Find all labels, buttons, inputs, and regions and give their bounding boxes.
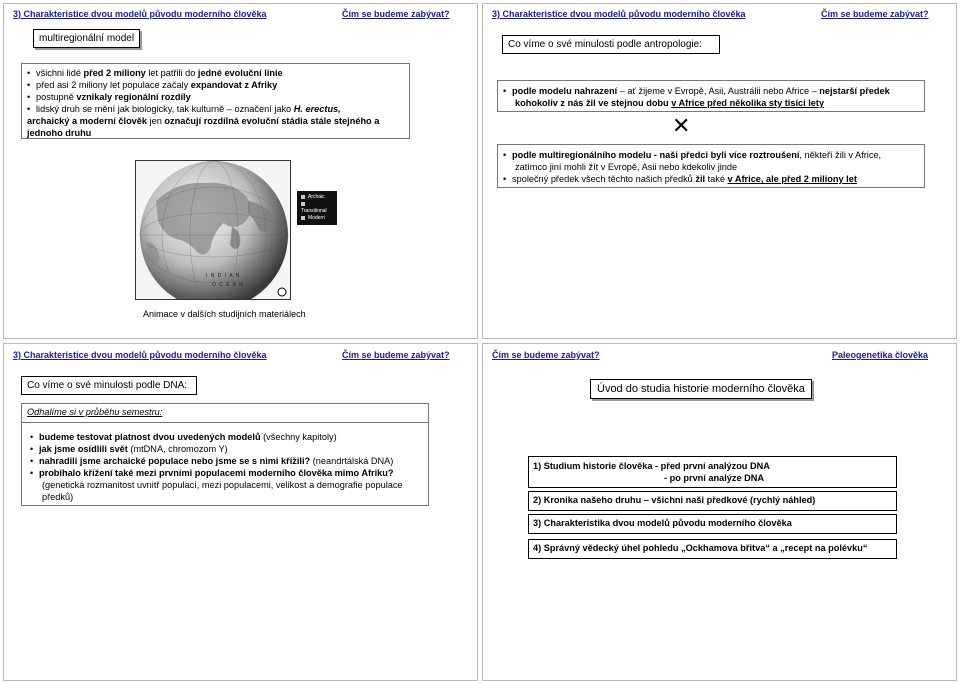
slide3-bullet-4	[30, 467, 422, 479]
slide3-bullet-3	[30, 455, 422, 467]
legend-label: Transitional	[301, 208, 327, 214]
text-bold: označují rozdílná evoluční stádia stále stejného a jednoho druhu	[27, 116, 380, 138]
text-bold: probíhalo křížení také mezi prvními populacemi moderního člověka mimo Afriku?	[39, 468, 394, 478]
text: let patřili do	[145, 68, 198, 78]
slide1-header-left-link[interactable]: 3) Charakteristice dvou modelů původu moderního člověka	[13, 9, 267, 19]
slide2-bullet-2-cont	[503, 161, 919, 173]
text: (neandrtálská DNA)	[310, 456, 394, 466]
legend-label: Modern	[308, 215, 325, 221]
text: před asi 2 miliony let populace začaly	[36, 80, 191, 90]
text-bold: expandovat z Afriky	[190, 80, 278, 90]
slide2-bullet-3	[503, 173, 919, 185]
slide1-caption: Animace v dalších studijních materiálech	[143, 309, 306, 319]
cross-icon: ✕	[672, 113, 691, 138]
legend-swatch	[301, 216, 305, 220]
slide3-subtitle-box	[21, 403, 429, 422]
text-bold: kohokoliv z nás žil ve stejnou dobu	[515, 98, 672, 108]
text: všichni lidé	[36, 68, 84, 78]
text: , někteří žili v Africe,	[799, 150, 882, 160]
slide4-item-1-line-2: - po první analýze DNA	[664, 473, 765, 483]
slide2-bullet-2	[503, 149, 919, 161]
slide3-header-right-link[interactable]: Čím se budeme zabývat?	[342, 350, 450, 360]
slide4-item-1-line-1: 1) Studium historie člověka - před první analýzou DNA	[533, 461, 770, 471]
slide2-header-right-link[interactable]: Čím se budeme zabývat?	[821, 9, 929, 19]
slide4-item-2-text: 2) Kronika našeho druhu – všichni naši předkové (rychlý náhled)	[533, 495, 816, 505]
globe-label-indian: I N D I A N	[206, 273, 241, 279]
slide1-bullet-4-cont	[27, 115, 404, 139]
legend-item-archaic	[301, 194, 333, 201]
slide3-title	[21, 376, 197, 395]
slide1-bullet-4	[27, 103, 404, 115]
text-bold: jedné evoluční linie	[197, 68, 283, 78]
text: zatímco jiní mohli žít v Evropě, Asii nebo kdekoliv jinde	[515, 162, 738, 172]
slide2-box-2	[497, 144, 925, 188]
text: – ať žijeme v Evropě, Asii, Austrálii nebo Africe –	[617, 86, 820, 96]
slide1-bullet-2	[27, 79, 404, 91]
slide1-title	[33, 29, 140, 48]
slide4-title-text: Úvod do studia historie moderního člověka	[597, 383, 805, 395]
slide2-title	[502, 35, 720, 54]
slide4-item-3-text: 3) Charakteristika dvou modelů původu moderního člověka	[533, 518, 792, 528]
slide2-bullet-1	[503, 85, 919, 97]
globe-image	[135, 160, 291, 300]
slide1-text-box	[21, 63, 410, 139]
slide1-header-right-link[interactable]: Čím se budeme zabývat?	[342, 9, 450, 19]
text-bold: podle modelu nahrazení	[512, 86, 618, 96]
slide4-item-2	[528, 491, 897, 511]
text-bold: nahradili jsme archaické populace nebo jsme se s nimi křížili?	[39, 456, 311, 466]
text-bold: podle multiregionálního modelu - naši předci byli více roztroušení	[512, 150, 800, 160]
text: lidský druh se mění jak biologicky, tak kulturně – označení jako	[36, 104, 294, 114]
slide3-header-left-link[interactable]: 3) Charakteristice dvou modelů původu moderního člověka	[13, 350, 267, 360]
text-bold: jak jsme osídlili svět	[39, 444, 128, 454]
slide4-item-4-text: 4) Správný vědecký úhel pohledu „Ockhamova břitva“ a „recept na polévku“	[533, 543, 868, 553]
slide2-bullet-1-cont	[503, 97, 919, 109]
slide1-bullet-1	[27, 67, 404, 79]
slide4-header-left-link[interactable]: Čím se budeme zabývat?	[492, 350, 600, 360]
text: jen	[147, 116, 165, 126]
slide3-title-text: Co víme o své minulosti podle DNA:	[27, 380, 188, 391]
legend-swatch	[301, 202, 305, 206]
text: (všechny kapitoly)	[260, 432, 337, 442]
slide4-title	[590, 379, 812, 399]
legend-label: Archaic	[308, 194, 325, 200]
globe-legend	[297, 191, 337, 225]
slide4-item-4	[528, 539, 897, 559]
globe-illustration	[136, 161, 291, 300]
play-icon[interactable]	[278, 288, 286, 296]
slide2-header-left-link[interactable]: 3) Charakteristice dvou modelů původu moderního člověka	[492, 9, 746, 19]
slide2-box-1	[497, 80, 925, 112]
slide2-title-text: Co víme o své minulosti podle antropologie:	[508, 39, 702, 50]
text-bold: archaický a moderní člověk	[27, 116, 148, 126]
slide3-list	[30, 431, 422, 503]
slide2-list-2	[503, 149, 919, 185]
slide2-list-1	[503, 85, 919, 109]
text: společný předek všech těchto našich předků	[512, 174, 696, 184]
slide4-item-1	[528, 456, 897, 488]
slide1-title-text: multiregionální model	[39, 33, 135, 44]
legend-item-modern	[301, 215, 333, 222]
globe-label-ocean: O C E A N	[212, 282, 244, 288]
text-bold: vznikaly regionální rozdíly	[76, 92, 191, 102]
text-bold: budeme testovat platnost dvou uvedených modelů	[39, 432, 261, 442]
text: (genetická rozmanitost uvnitř populací, mezi populacemi, velikost a demografie populace předků)	[42, 480, 403, 502]
slide3-bullet-4-note	[30, 479, 422, 503]
slide1-bullet-list	[27, 67, 404, 139]
text-bold-italic: H. erectus,	[293, 104, 341, 114]
text: (mtDNA, chromozom Y)	[127, 444, 228, 454]
slide3-bullet-2	[30, 443, 422, 455]
text-bold: před 2 miliony	[83, 68, 146, 78]
slide3-subtitle: Odhalíme si v průběhu semestru:	[27, 407, 163, 417]
slide4-item-3	[528, 514, 897, 534]
slide4-header-right-link[interactable]: Paleogenetika člověka	[832, 350, 929, 360]
text: postupně	[36, 92, 77, 102]
legend-swatch	[301, 195, 305, 199]
legend-item-transitional	[301, 201, 333, 215]
text-bold: nejstarší předek	[819, 86, 890, 96]
slide3-bullet-1	[30, 431, 422, 443]
text-bold: žil	[695, 174, 706, 184]
text-bold-underline: v Africe před několika sty tisíci lety	[671, 98, 825, 108]
slide3-list-box	[21, 422, 429, 506]
text-bold-underline: v Africe, ale před 2 miliony let	[727, 174, 857, 184]
text: také	[705, 174, 728, 184]
slide1-bullet-3	[27, 91, 404, 103]
